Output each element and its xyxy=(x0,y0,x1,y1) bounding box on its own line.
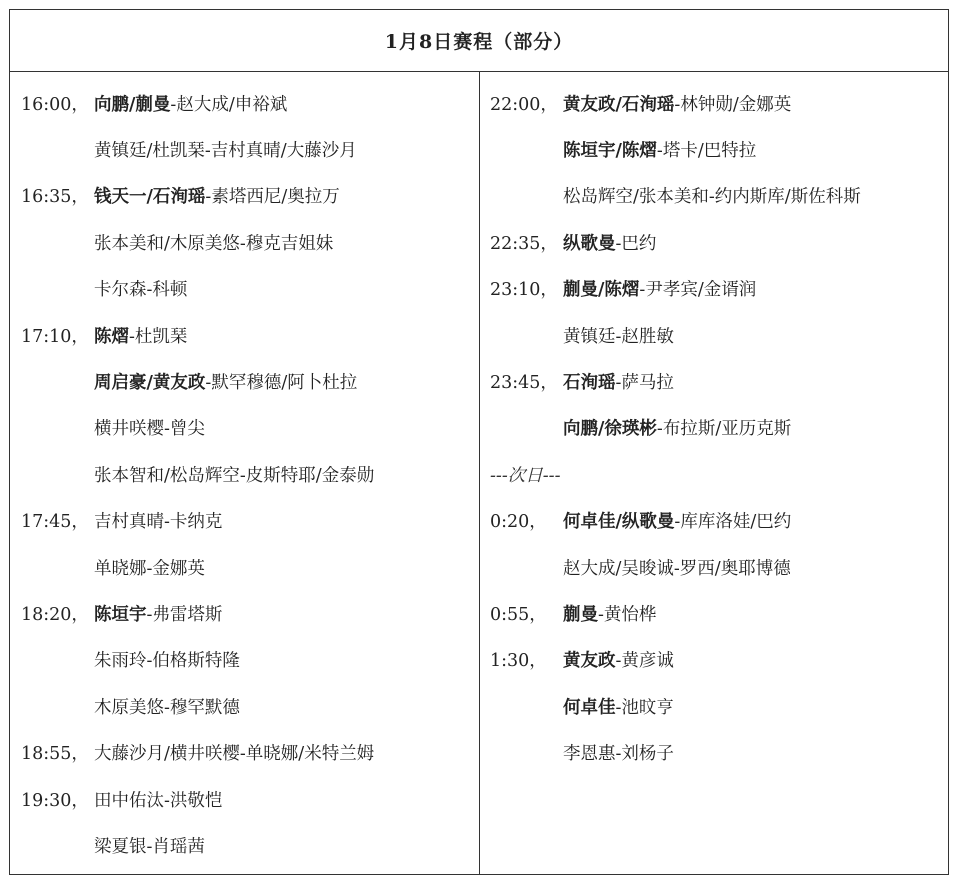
schedule-title: 1月8日赛程（部分） xyxy=(10,10,948,72)
schedule-row xyxy=(21,312,479,358)
schedule-row xyxy=(21,80,479,126)
match-players: -池旼亨 xyxy=(615,697,674,718)
match-time: 0:55， xyxy=(490,604,547,625)
match-players: -巴约 xyxy=(615,233,657,254)
highlighted-players: 何卓佳/纵歌曼 xyxy=(563,512,675,533)
schedule-columns xyxy=(10,72,948,875)
schedule-row xyxy=(490,729,948,775)
schedule-row xyxy=(21,683,479,729)
schedule-row xyxy=(21,729,479,775)
match-players: 李恩惠-刘杨子 xyxy=(563,744,674,765)
match-time: 18:20， xyxy=(21,604,89,625)
highlighted-players: 黄友政/石洵瑶 xyxy=(563,94,675,115)
match-players: -库库洛娃/巴约 xyxy=(674,512,792,533)
match-players: 赵大成/吴晙诚-罗西/奥耶博德 xyxy=(563,558,791,579)
match-players: -萨马拉 xyxy=(615,373,674,394)
match-time: 22:35， xyxy=(490,233,558,254)
schedule-row xyxy=(490,173,948,219)
schedule-row xyxy=(21,405,479,451)
match-time: 1:30， xyxy=(490,651,547,672)
match-players: 张本智和/松岛辉空-皮斯特耶/金泰勋 xyxy=(94,465,375,486)
highlighted-players: 陈垣宇/陈熠 xyxy=(563,141,657,162)
schedule-row xyxy=(21,173,479,219)
schedule-row xyxy=(21,126,479,172)
schedule-row xyxy=(490,498,948,544)
schedule-row xyxy=(21,219,479,265)
schedule-row xyxy=(490,637,948,683)
schedule-row xyxy=(490,683,948,729)
match-players: 单晓娜-金娜英 xyxy=(94,558,205,579)
match-players: -素塔西尼/奥拉万 xyxy=(205,187,340,208)
match-players: -黄彦诚 xyxy=(615,651,674,672)
match-players: 吉村真晴-卡纳克 xyxy=(94,512,223,533)
highlighted-players: 黄友政 xyxy=(563,651,616,672)
match-time: 19:30， xyxy=(21,790,89,811)
match-players: 黄镇廷/杜凯琹-吉村真晴/大藤沙月 xyxy=(94,141,357,162)
match-players: 黄镇廷-赵胜敏 xyxy=(563,326,674,347)
match-time: 23:45， xyxy=(490,373,558,394)
schedule-row xyxy=(490,80,948,126)
match-time: 17:10， xyxy=(21,326,89,347)
match-players: 木原美悠-穆罕默德 xyxy=(94,697,240,718)
schedule-row xyxy=(490,358,948,404)
schedule-row xyxy=(21,358,479,404)
match-players: 卡尔森-科顿 xyxy=(94,280,188,301)
highlighted-players: 向鹏/蒯曼 xyxy=(94,94,171,115)
right-column xyxy=(480,72,948,875)
match-players: 田中佑汰-洪敬恺 xyxy=(94,790,223,811)
schedule-row xyxy=(21,544,479,590)
schedule-row xyxy=(490,266,948,312)
match-players: -布拉斯/亚历克斯 xyxy=(656,419,792,440)
schedule-row xyxy=(490,405,948,451)
left-column xyxy=(10,72,480,875)
schedule-row xyxy=(21,637,479,683)
match-players: -塔卡/巴特拉 xyxy=(656,141,757,162)
schedule-row xyxy=(21,266,479,312)
match-players: -黄怡桦 xyxy=(598,604,657,625)
schedule-row xyxy=(21,590,479,636)
match-players: 梁夏银-肖瑶茜 xyxy=(94,836,205,857)
match-time: 16:35， xyxy=(21,187,89,208)
schedule-row xyxy=(490,219,948,265)
day-separator xyxy=(490,451,948,497)
match-time: 23:10， xyxy=(490,280,558,301)
match-time: 22:00， xyxy=(490,94,558,115)
highlighted-players: 陈垣宇 xyxy=(94,604,147,625)
highlighted-players: 向鹏/徐瑛彬 xyxy=(563,419,657,440)
match-players: -默罕穆德/阿卜杜拉 xyxy=(205,373,358,394)
schedule-row xyxy=(21,822,479,868)
match-time: 17:45， xyxy=(21,512,89,533)
highlighted-players: 蒯曼/陈熠 xyxy=(563,280,640,301)
highlighted-players: 纵歌曼 xyxy=(563,233,616,254)
match-time: 16:00， xyxy=(21,94,89,115)
schedule-row xyxy=(490,590,948,636)
match-players: -杜凯琹 xyxy=(129,326,188,347)
match-players: -弗雷塔斯 xyxy=(146,604,223,625)
day-separator-label: ---次日--- xyxy=(490,465,561,486)
match-players: -尹孝宾/金谞润 xyxy=(639,280,757,301)
highlighted-players: 蒯曼 xyxy=(563,604,598,625)
highlighted-players: 石洵瑶 xyxy=(563,373,616,394)
highlighted-players: 周启豪/黄友政 xyxy=(94,373,206,394)
match-players: 朱雨玲-伯格斯特隆 xyxy=(94,651,240,672)
match-players: 松岛辉空/张本美和-约内斯库/斯佐科斯 xyxy=(563,187,861,208)
schedule-row xyxy=(21,776,479,822)
highlighted-players: 何卓佳 xyxy=(563,697,616,718)
schedule-row xyxy=(490,126,948,172)
match-players: -赵大成/申裕斌 xyxy=(170,94,288,115)
schedule-row xyxy=(21,498,479,544)
match-time: 0:20， xyxy=(490,512,547,533)
highlighted-players: 钱天一/石洵瑶 xyxy=(94,187,206,208)
highlighted-players: 陈熠 xyxy=(94,326,129,347)
match-time: 18:55， xyxy=(21,744,89,765)
match-players: -林钟勋/金娜英 xyxy=(674,94,792,115)
schedule-table xyxy=(9,9,949,875)
match-players: 张本美和/木原美悠-穆克吉姐妹 xyxy=(94,233,334,254)
match-players: 横井咲樱-曾尖 xyxy=(94,419,205,440)
schedule-row xyxy=(21,451,479,497)
match-players: 大藤沙月/横井咲樱-单晓娜/米特兰姆 xyxy=(94,744,375,765)
schedule-row xyxy=(490,312,948,358)
schedule-row xyxy=(490,544,948,590)
